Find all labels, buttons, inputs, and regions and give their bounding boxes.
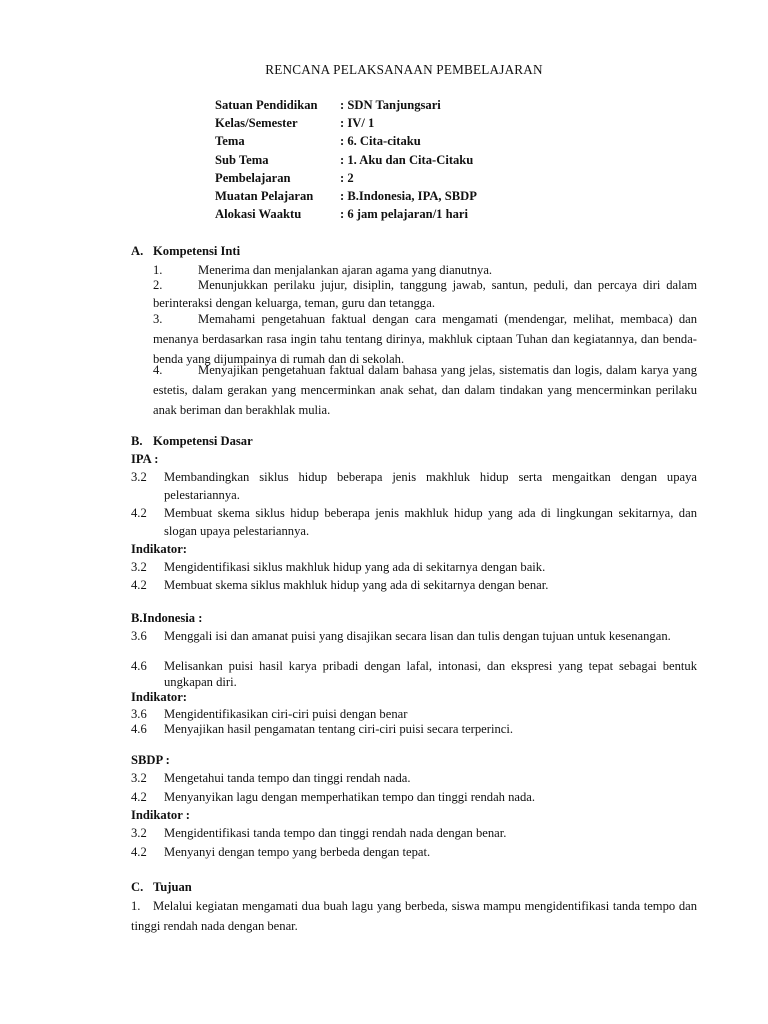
identity-value: : SDN Tanjungsari xyxy=(340,98,441,112)
indikator-number: 4.6 xyxy=(131,722,147,736)
indikator-text: Membuat skema siklus makhluk hidup yang ada di sekitarnya dengan benar. xyxy=(164,578,549,592)
section-letter: C. xyxy=(131,880,144,894)
identity-key: Tema xyxy=(215,134,245,149)
ki-number: 2. xyxy=(153,278,163,292)
section-title: Kompetensi Inti xyxy=(153,244,241,258)
identity-value: : IV/ 1 xyxy=(340,116,375,131)
indikator-text: Menyanyi dengan tempo yang berbeda dengan tepat. xyxy=(164,845,431,859)
identity-key: Alokasi Waaktu xyxy=(215,207,302,222)
indikator-item xyxy=(131,576,697,594)
identity-key: Pembelajaran xyxy=(215,170,291,185)
kd-item xyxy=(131,504,697,540)
indikator-text: Menyajikan hasil pengamatan tentang ciri-ciri puisi secara terperinci. xyxy=(164,722,513,736)
indikator-item xyxy=(131,824,697,842)
section-b-heading xyxy=(131,432,253,450)
ki-item xyxy=(153,360,697,420)
ki-number: 4. xyxy=(153,363,163,377)
section-letter: A. xyxy=(131,244,144,258)
bindo-heading: B.Indonesia : xyxy=(131,611,203,625)
kd-text: Menggali isi dan amanat puisi yang disajikan secara lisan dan tulis dengan tujuan untuk kesenangan. xyxy=(164,629,671,643)
indikator-number: 3.6 xyxy=(131,707,147,721)
identity-key: Sub Tema xyxy=(215,152,269,167)
kd-item xyxy=(131,468,697,504)
identity-row xyxy=(215,114,477,132)
identity-row xyxy=(215,96,477,114)
identity-value: : 6. Cita-citaku xyxy=(340,134,421,149)
ki-text: Menerima dan menjalankan ajaran agama yang dianutnya. xyxy=(198,263,493,277)
kd-number: 3.2 xyxy=(131,470,147,484)
indikator-item xyxy=(131,843,697,861)
kd-number: 3.6 xyxy=(131,629,147,643)
indikator-text: Mengidentifikasi tanda tempo dan tinggi rendah nada dengan benar. xyxy=(164,826,507,840)
ki-number: 3. xyxy=(153,312,163,326)
indikator-heading: Indikator : xyxy=(131,808,190,822)
kd-item xyxy=(131,628,697,644)
kd-number: 4.6 xyxy=(131,659,147,673)
identity-row xyxy=(215,169,477,187)
kd-text: Menyanyikan lagu dengan memperhatikan tempo dan tinggi rendah nada. xyxy=(164,790,536,804)
ki-number: 1. xyxy=(153,263,163,277)
document-title: RENCANA PELAKSANAAN PEMBELAJARAN xyxy=(265,62,543,77)
kd-text: Membuat skema siklus hidup beberapa jenis makhluk hidup yang ada di lingkungan sekitarnya, dan slogan upaya pelestariannya. xyxy=(164,506,697,538)
indikator-number: 3.2 xyxy=(131,826,147,840)
identity-row xyxy=(215,132,477,150)
identity-row xyxy=(215,187,477,205)
identity-value: : 1. Aku dan Cita-Citaku xyxy=(340,152,474,167)
indikator-number: 4.2 xyxy=(131,845,147,859)
tujuan-item xyxy=(131,896,697,936)
kd-item xyxy=(131,788,697,806)
indikator-text: Mengidentifikasi siklus makhluk hidup yang ada di sekitarnya dengan baik. xyxy=(164,560,546,574)
indikator-number: 3.2 xyxy=(131,560,147,574)
indikator-text: Mengidentifikasikan ciri-ciri puisi dengan benar xyxy=(164,707,408,721)
ki-text: Menunjukkan perilaku jujur, disiplin, tanggung jawab, santun, peduli, dan percaya diri dalam berinteraksi dengan keluarga, teman, guru dan tetangga. xyxy=(153,278,697,310)
identity-key: Satuan Pendidikan xyxy=(215,98,318,112)
identity-table xyxy=(215,96,477,223)
kd-text: Membandingkan siklus hidup beberapa jenis makhluk hidup serta mengaitkan dengan upaya pelestariannya. xyxy=(164,470,697,502)
section-c-heading xyxy=(131,878,192,896)
ki-item xyxy=(153,276,697,312)
identity-key: Muatan Pelajaran xyxy=(215,188,314,203)
kd-item xyxy=(131,658,697,690)
indikator-heading: Indikator: xyxy=(131,690,187,704)
identity-key: Kelas/Semester xyxy=(215,116,298,131)
ipa-heading: IPA : xyxy=(131,452,159,466)
indikator-item xyxy=(131,721,697,737)
section-title: Tujuan xyxy=(153,880,192,894)
identity-value: : 2 xyxy=(340,170,354,185)
identity-row xyxy=(215,151,477,169)
ki-text: Menyajikan pengetahuan faktual dalam bahasa yang jelas, sistematis dan logis, dalam karya yang estetis, dalam gerakan yang mencerminkan anak sehat, dan dalam tindakan yang mencerminkan perilaku anak beriman dan berakhlak mulia. xyxy=(153,363,697,417)
section-a-heading xyxy=(131,242,240,260)
identity-row xyxy=(215,205,477,223)
sbdp-heading: SBDP : xyxy=(131,753,170,767)
indikator-heading: Indikator: xyxy=(131,542,187,556)
identity-value: : B.Indonesia, IPA, SBDP xyxy=(340,188,477,203)
section-letter: B. xyxy=(131,434,143,448)
ki-text: Memahami pengetahuan faktual dengan cara mengamati (mendengar, melihat, membaca) dan menanya berdasarkan rasa ingin tahu tentang dirinya, makhluk ciptaan Tuhan dan kegiatannya, dan benda-benda yang dijumpainya di rumah dan di sekolah. xyxy=(153,312,697,366)
indikator-item xyxy=(131,558,697,576)
tujuan-text: Melalui kegiatan mengamati dua buah lagu yang berbeda, siswa mampu mengidentifikasi tanda tempo dan tinggi rendah nada dengan benar. xyxy=(131,899,697,933)
indikator-item xyxy=(131,706,697,722)
kd-number: 4.2 xyxy=(131,506,147,520)
kd-number: 3.2 xyxy=(131,771,147,785)
section-title: Kompetensi Dasar xyxy=(153,434,253,448)
kd-item xyxy=(131,769,697,787)
kd-text: Mengetahui tanda tempo dan tinggi rendah nada. xyxy=(164,771,411,785)
identity-value: : 6 jam pelajaran/1 hari xyxy=(340,207,469,222)
kd-text: Melisankan puisi hasil karya pribadi dengan lafal, intonasi, dan ekspresi yang tepat sebagai bentuk ungkapan diri. xyxy=(164,659,697,689)
tujuan-number: 1. xyxy=(131,899,141,913)
indikator-number: 4.2 xyxy=(131,578,147,592)
kd-number: 4.2 xyxy=(131,790,147,804)
